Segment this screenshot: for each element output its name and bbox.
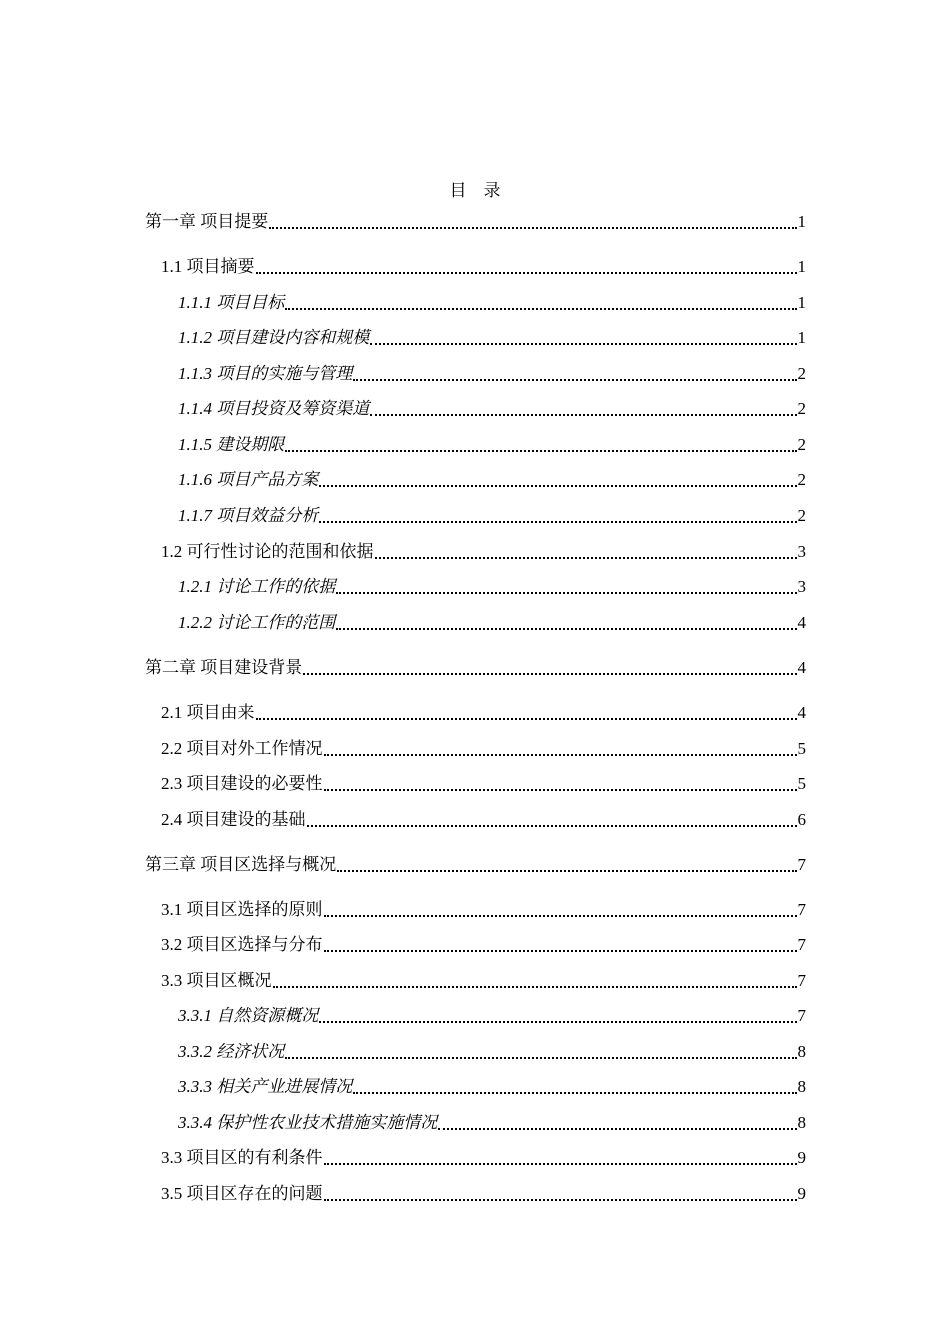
- toc-entry-title: 2.2 项目对外工作情况: [161, 739, 323, 758]
- toc-entry-title: 3.3.3 相关产业进展情况: [178, 1077, 353, 1096]
- toc-dot-leader: [336, 628, 796, 630]
- toc-dot-leader: [285, 1057, 796, 1059]
- toc-dot-leader: [285, 308, 796, 310]
- toc-dot-leader: [324, 1199, 797, 1201]
- toc-dot-leader: [337, 870, 796, 872]
- toc-page-number: 3: [797, 542, 806, 561]
- toc-page-number: 5: [797, 774, 806, 793]
- toc-dot-leader: [375, 557, 797, 559]
- toc-page-number: 2: [797, 399, 806, 418]
- toc-title: 目 录: [449, 181, 501, 200]
- toc-dot-leader: [324, 1163, 797, 1165]
- toc-entry-title: 3.3 项目区概况: [161, 971, 272, 990]
- toc-page-number: 4: [797, 703, 806, 722]
- toc-entry[interactable]: [178, 1109, 806, 1133]
- toc-dot-leader: [307, 825, 797, 827]
- toc-dot-leader: [303, 673, 796, 675]
- toc-entry[interactable]: [178, 466, 806, 490]
- toc-entry-title: 第三章 项目区选择与概况: [145, 855, 337, 874]
- toc-entry[interactable]: [161, 967, 806, 991]
- toc-entry-title: 1.1.3 项目的实施与管理: [178, 364, 353, 383]
- toc-page-number: 5: [797, 739, 806, 758]
- toc-entry-title: 1.2.2 讨论工作的范围: [178, 613, 336, 632]
- toc-entry-title: 2.4 项目建设的基础: [161, 810, 306, 829]
- toc-page-number: 8: [797, 1113, 806, 1132]
- toc-entry[interactable]: [178, 502, 806, 526]
- toc-entry-title: 1.2.1 讨论工作的依据: [178, 577, 336, 596]
- toc-entry-title: 1.1.2 项目建设内容和规模: [178, 328, 370, 347]
- toc-page-number: 1: [797, 293, 806, 312]
- toc-dot-leader: [353, 379, 796, 381]
- toc-entry[interactable]: [178, 1038, 806, 1062]
- toc-entry-title: 3.3.1 自然资源概况: [178, 1006, 319, 1025]
- toc-dot-leader: [324, 754, 797, 756]
- toc-entry-title: 3.5 项目区存在的问题: [161, 1184, 323, 1203]
- toc-entry[interactable]: [161, 699, 806, 723]
- toc-entry[interactable]: [161, 538, 806, 562]
- toc-dot-leader: [319, 1021, 796, 1023]
- toc-entry[interactable]: [161, 806, 806, 830]
- toc-entry-title: 1.1.6 项目产品方案: [178, 470, 319, 489]
- toc-entry[interactable]: [161, 931, 806, 955]
- toc-dot-leader: [285, 450, 796, 452]
- toc-entry-title: 第一章 项目提要: [145, 212, 269, 231]
- toc-entry[interactable]: [178, 360, 806, 384]
- toc-entry[interactable]: [178, 1002, 806, 1026]
- toc-entry-title: 3.2 项目区选择与分布: [161, 935, 323, 954]
- toc-entry-title: 1.1.4 项目投资及筹资渠道: [178, 399, 370, 418]
- toc-page-number: 2: [797, 364, 806, 383]
- toc-entry[interactable]: [161, 770, 806, 794]
- toc-entry[interactable]: [178, 1073, 806, 1097]
- toc-entry[interactable]: [161, 1144, 806, 1168]
- toc-entry-title: 3.3.4 保护性农业技术措施实施情况: [178, 1113, 438, 1132]
- toc-page-number: 9: [797, 1148, 806, 1167]
- toc-entry-title: 2.3 项目建设的必要性: [161, 774, 323, 793]
- toc-entry-title: 1.1.1 项目目标: [178, 293, 285, 312]
- toc-entry-title: 2.1 项目由来: [161, 703, 255, 722]
- toc-dot-leader: [438, 1128, 796, 1130]
- toc-entry-title: 1.2 可行性讨论的范围和依据: [161, 542, 374, 561]
- toc-dot-leader: [324, 950, 797, 952]
- toc-dot-leader: [336, 592, 796, 594]
- toc-entry[interactable]: [178, 324, 806, 348]
- toc-entry[interactable]: [178, 395, 806, 419]
- toc-page-number: 1: [797, 212, 806, 231]
- toc-entry[interactable]: [178, 573, 806, 597]
- toc-page-number: 7: [797, 971, 806, 990]
- toc-page-number: 7: [797, 855, 806, 874]
- toc-dot-leader: [353, 1092, 796, 1094]
- toc-entry[interactable]: [178, 431, 806, 455]
- toc-entry-title: 1.1 项目摘要: [161, 257, 255, 276]
- toc-dot-leader: [273, 986, 797, 988]
- toc-page-number: 4: [797, 658, 806, 677]
- toc-page-number: 1: [797, 257, 806, 276]
- toc-page-number: 9: [797, 1184, 806, 1203]
- toc-page-number: 1: [797, 328, 806, 347]
- toc-dot-leader: [256, 272, 797, 274]
- toc-dot-leader: [370, 414, 796, 416]
- toc-dot-leader: [256, 718, 797, 720]
- toc-entry-title: 3.1 项目区选择的原则: [161, 900, 323, 919]
- toc-entry-title: 3.3.2 经济状况: [178, 1042, 285, 1061]
- toc-page-number: 2: [797, 506, 806, 525]
- toc-entry[interactable]: [161, 896, 806, 920]
- toc-entry[interactable]: [145, 208, 806, 232]
- toc-entry[interactable]: [161, 1180, 806, 1204]
- toc-entry[interactable]: [145, 851, 806, 875]
- toc-page-number: 7: [797, 1006, 806, 1025]
- toc-entry[interactable]: [161, 253, 806, 277]
- toc-dot-leader: [324, 789, 797, 791]
- toc-dot-leader: [319, 485, 796, 487]
- toc-page-number: 8: [797, 1042, 806, 1061]
- toc-entry[interactable]: [178, 289, 806, 313]
- toc-dot-leader: [269, 227, 796, 229]
- toc-entry[interactable]: [161, 735, 806, 759]
- toc-page-number: 2: [797, 435, 806, 454]
- toc-page-number: 2: [797, 470, 806, 489]
- toc-page-number: 8: [797, 1077, 806, 1096]
- toc-page-number: 7: [797, 935, 806, 954]
- toc-page-number: 4: [797, 613, 806, 632]
- toc-page-number: 6: [797, 810, 806, 829]
- toc-page-number: 3: [797, 577, 806, 596]
- toc-entry-title: 3.3 项目区的有利条件: [161, 1148, 323, 1167]
- toc-entry-title: 1.1.7 项目效益分析: [178, 506, 319, 525]
- toc-dot-leader: [319, 521, 796, 523]
- toc-dot-leader: [370, 343, 796, 345]
- toc-entry-title: 1.1.5 建设期限: [178, 435, 285, 454]
- toc-entry[interactable]: [145, 654, 806, 678]
- toc-dot-leader: [324, 915, 797, 917]
- toc-entry[interactable]: [178, 609, 806, 633]
- toc-entry-title: 第二章 项目建设背景: [145, 658, 303, 677]
- toc-page-number: 7: [797, 900, 806, 919]
